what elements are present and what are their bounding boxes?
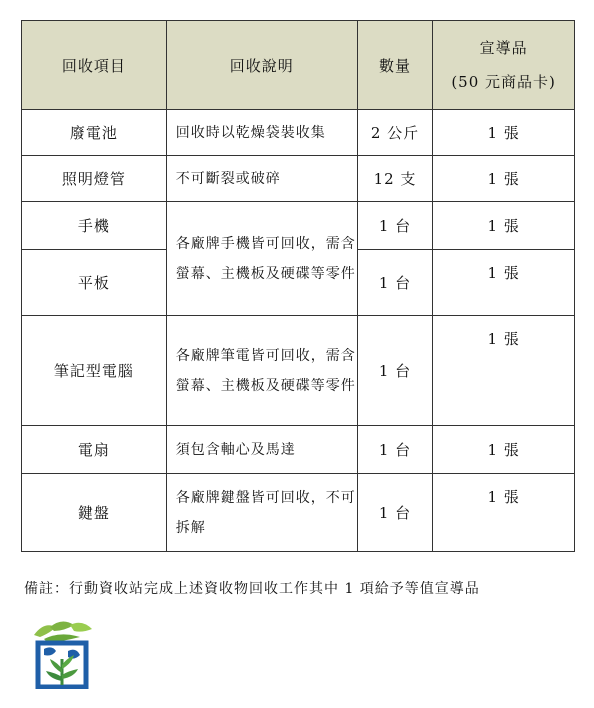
- gift-cell: 1 張: [433, 156, 575, 202]
- header-gift-title: 宣導品: [479, 39, 528, 57]
- quantity-cell: 1 台: [357, 316, 432, 426]
- table-row: [22, 474, 575, 552]
- table-row: [22, 202, 575, 250]
- item-cell: 平板: [22, 250, 167, 316]
- item-cell: 鍵盤: [22, 474, 167, 552]
- table-row: [22, 426, 575, 474]
- footnote: 備註：行動資收站完成上述資收物回收工作其中 1 項給予等值宣導品: [24, 581, 480, 597]
- quantity-cell: 1 台: [357, 202, 432, 250]
- description-cell: 不可斷裂或破碎: [166, 156, 357, 202]
- table-header-row: [22, 21, 575, 110]
- quantity-cell: 12 支: [357, 156, 432, 202]
- gift-cell: 1 張: [433, 202, 575, 250]
- quantity-cell: 2 公斤: [357, 110, 432, 156]
- gift-cell: 1 張: [433, 316, 575, 426]
- description-cell: 各廠牌鍵盤皆可回收，不可拆解: [166, 474, 357, 552]
- gift-cell: 1 張: [433, 426, 575, 474]
- gift-cell: 1 張: [433, 474, 575, 552]
- quantity-cell: 1 台: [357, 474, 432, 552]
- item-cell: 照明燈管: [22, 156, 167, 202]
- quantity-cell: 1 台: [357, 426, 432, 474]
- item-cell: 筆記型電腦: [22, 316, 167, 426]
- gift-cell: 1 張: [433, 250, 575, 316]
- description-cell: 各廠牌筆電皆可回收，需含螢幕、主機板及硬碟等零件: [166, 316, 357, 426]
- header-gift: [433, 21, 575, 110]
- item-cell: 電扇: [22, 426, 167, 474]
- item-cell: 廢電池: [22, 110, 167, 156]
- header-gift-subtitle: (50 元商品卡): [451, 73, 556, 91]
- quantity-cell: 1 台: [357, 250, 432, 316]
- item-cell: 手機: [22, 202, 167, 250]
- recycling-emblem-icon: [30, 617, 94, 689]
- recycling-table: [21, 20, 575, 552]
- table-row: [22, 316, 575, 426]
- description-cell: 回收時以乾燥袋裝收集: [166, 110, 357, 156]
- table-row: [22, 156, 575, 202]
- table-row: [22, 110, 575, 156]
- description-cell: 須包含軸心及馬達: [166, 426, 357, 474]
- description-cell: 各廠牌手機皆可回收，需含螢幕、主機板及硬碟等零件: [166, 202, 357, 316]
- header-description: 回收說明: [166, 21, 357, 110]
- gift-cell: 1 張: [433, 110, 575, 156]
- header-item: 回收項目: [22, 21, 167, 110]
- header-quantity: 數量: [357, 21, 432, 110]
